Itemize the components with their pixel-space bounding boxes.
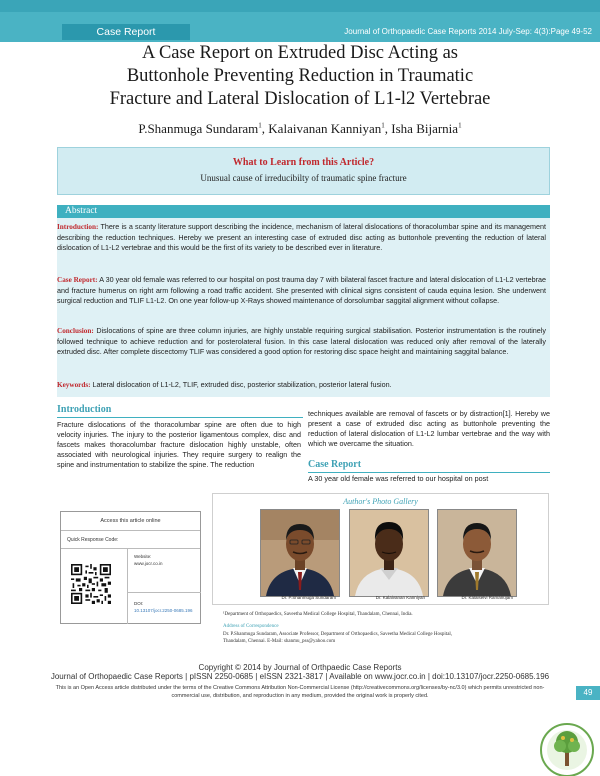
abstract-box — [57, 218, 550, 397]
abstract-conclusion — [57, 326, 546, 358]
qr-code-icon[interactable] — [71, 564, 111, 604]
case-report-heading: Case Report — [308, 459, 550, 473]
doi-link[interactable]: 10.13107/jocr.2250-0685.196 — [134, 608, 193, 613]
portrait-image — [261, 510, 339, 596]
journal-footer: Journal of Orthopaedic Case Reports | pISSN 2250-0685 | eISSN 2321-3817 | Available on www.jocr.co.in | doi:10.13107/jocr.2250-0685.196 — [50, 672, 550, 681]
abstract-introduction — [57, 222, 546, 254]
divider — [127, 548, 128, 624]
abstract-heading: Abstract — [57, 205, 550, 218]
title-line: Buttonhole Preventing Reduction in Traumatic — [126, 66, 474, 86]
author-affiliation-mark: 1 — [381, 121, 385, 130]
photo-caption: Dr. Kalaivanan Kanniyan — [375, 595, 425, 600]
copyright-notice: Copyright © 2014 by Journal of Orthpaedic Case Reports — [198, 663, 402, 672]
author-photo-gallery — [212, 493, 549, 605]
introduction-continued-text: techniques available are removal of fascets or by distraction[1]. Hereby we present a case of extruded disc acting as buttonhole preventing the reduction of lateral dislocation of L1-L2 lumbar vertebrae and the way with which we overcame the situation. — [308, 409, 550, 448]
learn-text: Unusual cause of irreducibilty of traumatic spine fracture — [200, 173, 407, 183]
doi-label: DOI: — [134, 601, 144, 606]
header-band — [0, 0, 600, 12]
portrait-image — [438, 510, 516, 596]
case-report-text: A 30 year old female was referred to our hospital on post — [308, 474, 489, 483]
license-text: This is an Open Access article distributed under the terms of the Creative Commons Attribution Non-Commercial License (http://creativecommons.org/licenses/by-nc/3.0) which permits unrestricted non-commercial use, distribution, and reproduction in any medium, provided the original work is properly cited. — [55, 685, 545, 699]
correspondence-line: Dr. P.Shanmuga Sundaram, Associate Professor, Department of Orthopaedics, Saveetha Medical College Hospital, — [223, 632, 453, 637]
author-photo — [260, 509, 340, 597]
abstract-text: Lateral dislocation of L1-L2, TLIF, extruded disc, posterior stabilization, posterior lateral fusion. — [90, 380, 392, 389]
title-line: Fracture and Lateral Dislocation of L1-l2 Vertebrae — [109, 89, 491, 109]
author-affiliation-mark: 1 — [258, 121, 262, 130]
abstract-label: Case Report: — [57, 276, 98, 284]
access-online-box — [60, 511, 201, 624]
photo-caption: Dr. P.Shanmuga Sundaram — [281, 595, 336, 600]
author-photo — [349, 509, 429, 597]
introduction-text: Fracture dislocations of the thoracolumbar spine are often due to high velocity injuries. The injury to the posterior ligamentous complex, disc and fascets makes thoracolumbar fracture dislocation highly unstable, often associated with neurological injuries. They require surgery to realign the spine and instrumentation to stabilize the spine. The reduction — [57, 420, 301, 469]
abstract-keywords — [57, 380, 546, 391]
author-list — [40, 121, 560, 137]
journal-reference: Journal of Orthopaedic Case Reports 2014 July-Sep: 4(3):Page 49-52 — [344, 27, 592, 36]
page-number: 49 — [576, 686, 600, 700]
correspondence-line: Thandalam, Chennai. E-Mail: shanmu_pss@yahoo.com — [223, 639, 336, 644]
author-photo — [437, 509, 517, 597]
learn-heading: What to Learn from this Article? — [232, 157, 375, 168]
author-separator: , — [261, 121, 269, 136]
abstract-label: Conclusion: — [57, 327, 94, 335]
website-label: Website: — [134, 554, 152, 559]
access-title: Access this article online — [100, 518, 161, 524]
abstract-text: A 30 year old female was referred to our hospital on post trauma day 7 with bilateral fascet fracture and lateral dislocation of L1-L2 vertebrae and fracture humerus on right arm following a road traffic accident. She presented with clinical signs consistent of cauda equina lesion. She underwent surgical reduction and TLIF L1-L2. On one year follow-up X-Rays showed maintenance of dorsolumbar saggital alignment without collapse. — [57, 275, 546, 306]
learn-box — [57, 147, 550, 195]
website-link[interactable]: www.jocr.co.in — [134, 561, 163, 566]
author-separator: , — [384, 121, 392, 136]
correspondence-heading: Address of Correspondence — [223, 624, 279, 629]
article-title — [40, 42, 560, 111]
introduction-heading: Introduction — [57, 404, 303, 418]
author-affiliation-mark: 1 — [458, 121, 462, 130]
divider — [61, 530, 200, 531]
qr-label: Quick Response Code: — [67, 537, 119, 543]
abstract-label: Introduction: — [57, 223, 99, 231]
gallery-title: Author's Photo Gallery — [343, 497, 418, 506]
author-name: Kalaivanan Kanniyan — [268, 121, 382, 136]
journal-logo-icon — [533, 716, 597, 776]
affiliation: ¹Department of Orthopaedics, Saveetha Medical College Hospital, Thandalam, Chennai, India. — [223, 612, 413, 617]
abstract-text: There is a scanty literature support describing the incidence, mechanism of lateral dislocations of thoracolumbar spine and its management describing the reduction techniques. Hereby we present an interesting case of extruded disc acting as buttonhole preventing the reduction of lateral dislocation of L1-L2 vertebrae and this would be the first of its variety to be described ever in literature. — [57, 222, 546, 253]
author-name: P.Shanmuga Sundaram — [138, 121, 259, 136]
abstract-case-report — [57, 275, 546, 307]
correspondence-address — [223, 631, 553, 645]
divider — [61, 548, 200, 549]
divider — [127, 592, 201, 593]
title-line: A Case Report on Extruded Disc Acting as — [142, 43, 458, 63]
author-name: Isha Bijarnia — [391, 121, 459, 136]
photo-caption: Dr. Kalaiselvi Ramanujam — [461, 595, 513, 600]
section-tab: Case Report — [62, 24, 190, 40]
abstract-label: Keywords: — [57, 381, 91, 389]
abstract-text: Dislocations of spine are three column injuries, are highly unstable requiring surgical stabilisation. Posterior instrumentation is the routinely followed technique to achieve reduction and for posterolateral fusion. In this case lateral dislocation was reduced only after removal of the laterally extruded disc. After complete discectomy TLIF was considered a good option for restoring disc space height and maintaining saggital balance. — [57, 326, 546, 357]
portrait-image — [350, 510, 428, 596]
